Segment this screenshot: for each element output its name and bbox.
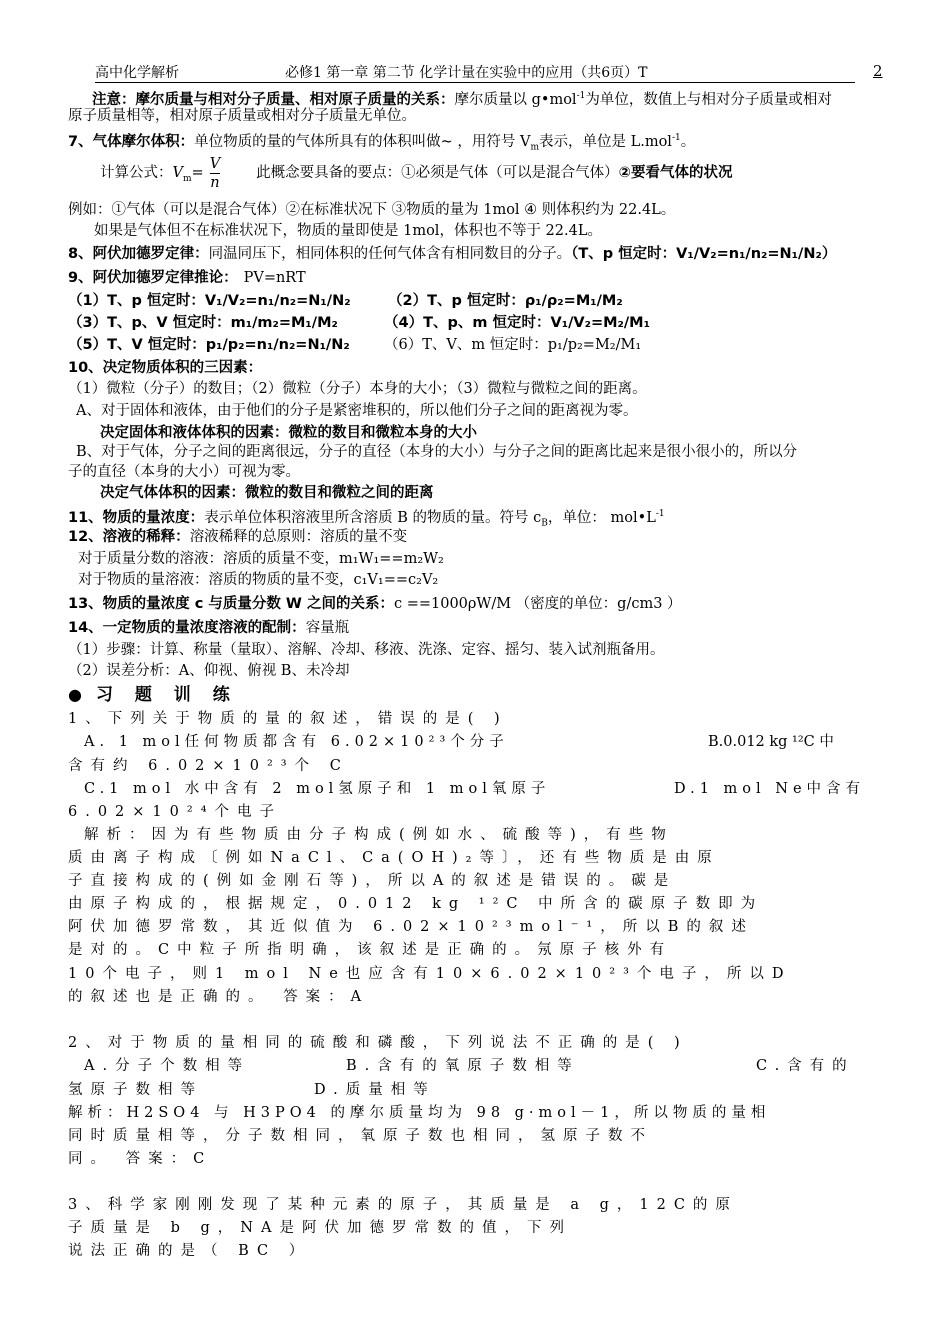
corollary-4: （4）T、p、m 恒定时：V₁/V₂=M₂/M₁ <box>384 315 650 331</box>
formula-v: V <box>172 165 183 181</box>
header-center: 必修1 第一章 第二节 化学计量在实验中的应用（共6页）T <box>285 65 648 81</box>
item-7-title: 7、气体摩尔体积： <box>68 133 195 150</box>
q1-analysis-8: 的叙述也是正确的。 答案：A <box>68 989 370 1005</box>
corollary-6: （6）T、V、m 恒定时：p₁/p₂=M₂/M₁ <box>384 337 642 353</box>
q2-option-c: C.含有的 <box>756 1058 855 1074</box>
q1-analysis-3: 子直接构成的(例如金刚石等)，所以A的叙述是错误的。碳是 <box>68 873 677 889</box>
q2-stem: 2、对于物质的量相同的硫酸和磷酸，下列说法不正确的是( ) <box>68 1035 688 1051</box>
q2-option-a: A.分子个数相等 <box>84 1058 251 1074</box>
item-10-a: A、对于固体和液体，由于他们的分子是紧密堆积的，所以他们分子之间的距离视为零。 <box>76 403 638 419</box>
item-11-text: 表示单位体积溶液里所含溶质 B 的物质的量。符号 c <box>204 509 542 526</box>
item-10-solid: 决定固体和液体体积的因素：微粒的数目和微粒本身的大小 <box>100 425 477 441</box>
q1-analysis-7: 10个电子，则1 mol Ne也应含有10×6.02×10²³个电子，所以D <box>68 966 792 982</box>
formula-points: 此概念要具备的要点：①必须是气体（可以是混合气体） <box>256 165 619 181</box>
header-left: 高中化学解析 <box>95 65 179 81</box>
corollary-2: （2）T、p 恒定时：ρ₁/ρ₂=M₁/M₂ <box>388 293 623 309</box>
subscript: m <box>182 173 192 184</box>
q1-analysis-5: 阿伏加德罗常数，其近似值为 6.02×10²³mol⁻¹，所以B的叙述 <box>68 919 754 935</box>
exercise-title: 习 题 训 练 <box>95 685 238 705</box>
fraction <box>210 155 220 192</box>
item-11-title: 11、物质的量浓度： <box>68 509 205 526</box>
item-8-text: 同温同压下，相同体积的任何气体含有相同数目的分子。 <box>208 246 572 262</box>
item-7-text: 单位物质的量的气体所具有的体积叫做~ ，用符号 V <box>194 133 531 150</box>
item-14-errors: （2）误差分析：A、仰视、俯视 B、未冷却 <box>68 663 350 679</box>
superscript: -1 <box>655 509 665 519</box>
corollary-1: （1）T、p 恒定时：V₁/V₂=n₁/n₂=N₁/N₂ <box>68 293 351 309</box>
item-13-title: 13、物质的量浓度 c 与质量分数 W 之间的关系： <box>68 596 394 612</box>
item-13 <box>68 594 682 614</box>
subscript: m <box>530 142 539 153</box>
q1-analysis-2: 质由离子构成〔例如NaCl、Ca(OH)₂等〕，还有些物质是由原 <box>68 850 720 866</box>
q1-option-d-cont: 6.02×10²⁴个电子 <box>68 804 283 820</box>
item-14-text: 容量瓶 <box>305 620 350 636</box>
item-13-formula: c ==1000ρW/M （密度的单位：g/cm3 ） <box>393 596 682 612</box>
q1-option-d: D.1 mol Ne中含有 <box>674 781 866 797</box>
item-10-title: 10、决定物质体积的三因素： <box>68 360 263 376</box>
item-9 <box>68 268 306 288</box>
q1-analysis-6: 是对的。C中粒子所指明确，该叙述是正确的。氖原子核外有 <box>68 942 673 958</box>
formula-label: 计算公式： <box>100 165 173 181</box>
note-line-2: 原子质量相等，相对原子质量或相对分子质量无单位。 <box>68 108 416 124</box>
page-number: 2 <box>873 62 883 80</box>
formula-point-2: ②要看气体的状况 <box>618 165 733 181</box>
q2-analysis-2: 同时质量相等，分子数相同，氧原子数也相同，氢原子数不 <box>68 1128 653 1144</box>
item-10-b: B、对于气体，分子之间的距离很远，分子的直径（本身的大小）与分子之间的距离比起来是很小很小的，所以分 <box>76 444 798 460</box>
corollary-3: （3）T、p、V 恒定时：m₁/m₂=M₁/M₂ <box>68 315 338 331</box>
page-header <box>95 62 855 83</box>
item-14-title: 14、一定物质的量浓度溶液的配制： <box>68 620 306 636</box>
punct: 。 <box>680 133 696 150</box>
note-text-cont: 为单位，数值上与相对分子质量或相对 <box>585 91 832 108</box>
q1-option-a: A. 1 mol任何物质都含有 6.02×10²³个分子 <box>84 734 509 750</box>
item-12-molar: 对于物质的量溶液：溶质的物质的量不变，c₁V₁==c₂V₂ <box>78 572 439 588</box>
item-14 <box>68 618 349 638</box>
bullet-icon: ● <box>68 685 82 704</box>
formula-line <box>100 154 732 198</box>
superscript: -1 <box>671 133 681 143</box>
q2-option-c-cont: 氢原子数相等 <box>68 1082 203 1098</box>
q1-option-b: B.0.012 kg ¹²C 中 <box>708 734 834 750</box>
q1-analysis-4: 由原子构成的，根据规定，0.012 kg ¹²C 中所含的碳原子数即为 <box>68 896 764 912</box>
item-8-formula: （T、p 恒定时：V₁/V₂=n₁/n₂=N₁/N₂） <box>571 246 837 262</box>
item-8 <box>68 244 836 264</box>
item-12-mass: 对于质量分数的溶液：溶质的质量不变，m₁W₁==m₂W₂ <box>78 551 444 567</box>
q1-option-b-cont: 含有约 6.02×10²³个 C <box>68 758 349 774</box>
q3-stem: 3、科学家刚刚发现了某种元素的原子，其质量是 a g，12C的原 <box>68 1197 738 1213</box>
item-12-title: 12、溶液的稀释： <box>68 529 190 545</box>
numerator: V <box>209 155 221 172</box>
q2-analysis-1: 解析：H2SO4 与 H3PO4 的摩尔质量均为 98 g·mol－1，所以物质的量相 <box>68 1105 771 1121</box>
q1-stem: 1、下列关于物质的量的叙述，错误的是( ) <box>68 711 508 727</box>
q2-option-d: D.质量相等 <box>314 1082 436 1098</box>
exercise-heading <box>68 685 238 705</box>
superscript: -1 <box>576 91 586 101</box>
item-9-formula: PV=nRT <box>243 270 306 286</box>
denominator: n <box>210 174 220 191</box>
note-title: 注意：摩尔质量与相对分子质量、相对原子质量的关系： <box>92 91 455 108</box>
item-9-title: 9、阿伏加德罗定律推论： <box>68 270 238 286</box>
item-10-b-cont: 子的直径（本身的大小）可视为零。 <box>68 464 300 480</box>
subscript: B <box>541 518 548 529</box>
item-12-text: 溶液稀释的总原则：溶质的量不变 <box>189 529 408 545</box>
example-note: 如果是气体但不在标准状况下，物质的量即使是 1mol，体积也不等于 22.4L。 <box>94 223 602 239</box>
item-10-factors: （1）微粒（分子）的数目；（2）微粒（分子）本身的大小；（3）微粒与微粒之间的距离。 <box>68 381 647 397</box>
q3-stem-end: 说法正确的是（ BC ） <box>68 1243 312 1259</box>
example-line: 例如：①气体（可以是混合气体）②在标准状况下 ③物质的量为 1mol ④ 则体积约为 22.4L。 <box>68 202 676 218</box>
q2-option-b: B.含有的氧原子数相等 <box>346 1058 580 1074</box>
note-text: 摩尔质量以 g•mol <box>454 91 577 108</box>
item-7-unit: 表示，单位是 L.mol <box>538 133 672 150</box>
item-8-title: 8、阿伏加德罗定律： <box>68 246 209 262</box>
q1-analysis-1: 解析：因为有些物质由分子构成(例如水、硫酸等)，有些物 <box>84 827 674 843</box>
item-11-unit: ，单位： mol•L <box>547 509 656 526</box>
equals: = <box>191 165 204 181</box>
corollary-5: （5）T、V 恒定时：p₁/p₂=n₁/n₂=N₁/N₂ <box>68 337 350 353</box>
q2-analysis-3: 同。 答案：C <box>68 1151 213 1167</box>
item-14-steps: （1）步骤：计算、称量（量取）、溶解、冷却、移液、洗涤、定容、摇匀、装入试剂瓶备用。 <box>68 642 665 658</box>
item-10-gas: 决定气体体积的因素：微粒的数目和微粒之间的距离 <box>100 485 434 501</box>
q3-stem-cont: 子质量是 b g，NA是阿伏加德罗常数的值，下列 <box>68 1220 572 1236</box>
item-12 <box>68 527 407 547</box>
q1-option-c: C.1 mol 水中含有 2 mol氢原子和 1 mol氧原子 <box>84 781 551 797</box>
